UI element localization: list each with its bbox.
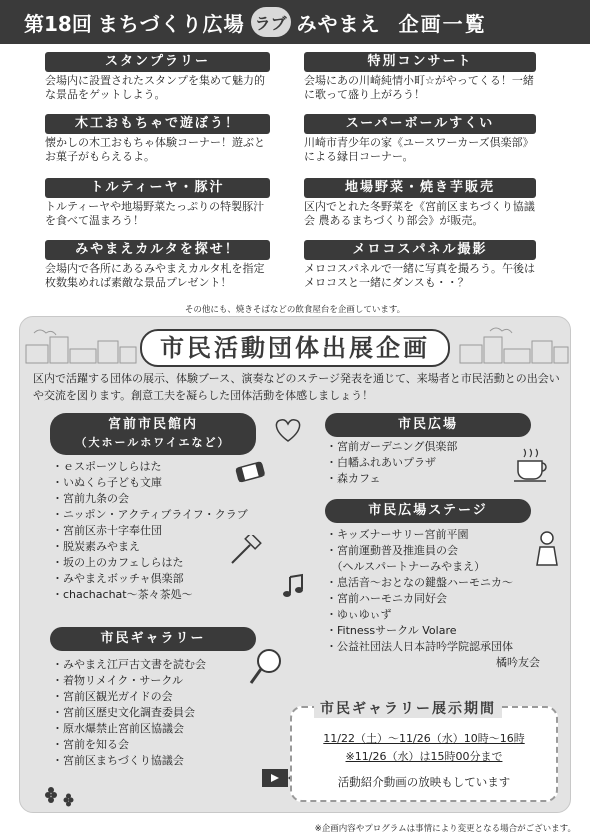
list-item: ・みやまえボッチャ倶楽部 — [52, 572, 184, 585]
gallery-section-label: 市民ギャラリー — [50, 627, 256, 651]
list-item: ・宮前区歴史文化調査委員会 — [52, 706, 195, 719]
title-part2: みやまえ — [296, 11, 381, 36]
event-label: 木工おもちゃで遊ぼう！ — [45, 114, 270, 134]
list-item: 橘吟友会 — [496, 656, 540, 669]
panel-intro: 区内で活躍する団体の展示、体験ブース、演奏などのステージ発表を通じて、来場者と市民活動との出会いや交流を図ります。創意工夫を凝らした団体活動を体感しましょう！ — [33, 372, 560, 402]
list-item: ・公益社団法人日本詩吟学院認承団体 — [326, 640, 513, 653]
list-item: ・みやまえ江戸古文書を読む会 — [52, 658, 206, 671]
stage-section-label: 市民広場ステージ — [325, 499, 531, 523]
event-karuta — [45, 240, 270, 290]
list-item: ・宮前区観光ガイドの会 — [52, 690, 173, 703]
exhibit-period-box — [290, 701, 558, 802]
list-item: ・森カフェ — [326, 472, 381, 485]
list-item: ・白幡ふれあいプラザ — [326, 456, 436, 469]
list-item: ・宮前区赤十字奉仕団 — [52, 524, 162, 537]
gallery-list — [52, 657, 206, 769]
list-item: ・ゆぃゆぃず — [326, 608, 392, 621]
exhibit-note: ※11/26（水）は15時00分まで — [345, 750, 503, 763]
hall-list — [52, 459, 248, 603]
list-item: ・着物リメイク・サークル — [52, 674, 184, 687]
event-desc: 懐かしの木工おもちゃ体験コーナー！遊ぶとお菓子がもらえるよ。 — [45, 136, 265, 163]
hall-label: 宮前市民館内 — [107, 417, 198, 432]
event-desc: 会場にあの川崎純情小町☆がやってくる！一緒に歌って盛り上がろう！ — [304, 74, 534, 101]
list-item: ・息活音〜おとなの鍵盤ハーモニカ〜 — [326, 576, 513, 589]
event-label: スーパーボールすくい — [304, 114, 536, 134]
other-note: その他にも、焼きそばなどの飲食屋台を企画しています。 — [184, 305, 406, 315]
list-item: ・脱炭素みやまえ — [52, 540, 140, 553]
list-item: ・宮前を知る会 — [52, 738, 129, 751]
page-subtitle: 企画一覧 — [398, 11, 487, 36]
list-item: ・ニッポン・アクティブライフ・クラブ — [52, 508, 248, 521]
stage-list — [326, 527, 540, 671]
event-desc: 会場内で各所にあるみやまえカルタ札を指定枚数集めれば素敵な景品プレゼント！ — [45, 262, 265, 289]
panel-title: 市民活動団体出展企画 — [140, 329, 450, 367]
heart-icon — [272, 417, 304, 443]
event-wood-toys — [45, 114, 270, 164]
event-desc: 川崎市青少年の家《ユースワーカーズ倶楽部》による縁日コーナー。 — [304, 136, 534, 163]
title-part1: まちづくり広場 — [97, 11, 245, 36]
plaza-section-label: 市民広場 — [325, 413, 531, 437]
list-item: ・キッズナーサリー宮前平園 — [326, 528, 469, 541]
exhibit-title: 市民ギャラリー展示期間 — [314, 698, 502, 718]
hammer-icon — [226, 535, 262, 567]
event-superball — [304, 114, 536, 164]
edition-label: 第18回 — [24, 11, 92, 36]
list-item: （ヘルスパートナーみやまえ） — [326, 560, 486, 573]
citizen-activity-panel — [19, 316, 571, 813]
heart-badge: ラブ — [251, 7, 291, 37]
person-icon — [532, 529, 562, 569]
list-item: ・原水爆禁止宮前区協議会 — [52, 722, 184, 735]
list-item: ・宮前九条の会 — [52, 492, 129, 505]
plaza-list — [326, 439, 457, 487]
exhibit-video-note: 活動紹介動画の放映もしています — [337, 775, 511, 789]
event-label: トルティーヤ・豚汁 — [45, 178, 270, 198]
event-label: 地場野菜・焼き芋販売 — [304, 178, 536, 198]
list-item: ・坂の上のカフェしらはた — [52, 556, 184, 569]
game-console-icon — [233, 457, 267, 485]
magnifier-icon — [248, 647, 284, 687]
event-desc: 区内でとれた冬野菜を《宮前区まちづくり協議会 農あるまちづくり部会》が販売。 — [304, 200, 535, 227]
coffee-cup-icon — [510, 447, 550, 483]
event-vegetables — [304, 178, 536, 228]
hall-sublabel: （大ホールホワイエなど） — [75, 436, 231, 449]
event-tortilla — [45, 178, 270, 228]
list-item: ・宮前区まちづくり協議会 — [52, 754, 184, 767]
flower-icon — [40, 787, 80, 809]
event-stamp-rally — [45, 52, 270, 102]
header-bar — [0, 0, 590, 44]
list-item: ・宮前運動普及推進員の会 — [326, 544, 458, 557]
event-desc: 会場内に設置されたスタンプを集めて魅力的な景品をゲットしよう。 — [45, 74, 265, 101]
list-item: ・Fitnessサークル Volare — [326, 624, 457, 637]
list-item: ・ｅスポーツしらはた — [52, 460, 162, 473]
event-label: みやまえカルタを探せ！ — [45, 240, 270, 260]
list-item: ・宮前ガーデニング倶楽部 — [326, 440, 458, 453]
event-label: スタンプラリー — [45, 52, 270, 72]
event-label: メロコスパネル撮影 — [304, 240, 536, 260]
exhibit-period: 11/22（土）〜11/26（水）10時〜16時 — [323, 732, 525, 745]
page-title — [24, 7, 487, 37]
list-item: ・宮前ハーモニカ同好会 — [326, 592, 447, 605]
event-melocos — [304, 240, 536, 290]
event-concert — [304, 52, 536, 102]
event-desc: トルティーヤや地場野菜たっぷりの特製豚汁を食べて温まろう！ — [45, 200, 265, 227]
music-note-icon — [282, 573, 308, 599]
hall-section-label — [50, 413, 256, 455]
event-desc: メロコスパネルで一緒に写真を撮ろう。午後はメロコスと一緒にダンスも・・？ — [304, 262, 535, 289]
footer-note: ※企画内容やプログラムは事情により変更となる場合がございます。 — [314, 824, 576, 834]
list-item: ・chachachat〜茶々茶処〜 — [52, 588, 193, 601]
list-item: ・いぬくら子ども文庫 — [52, 476, 162, 489]
event-label: 特別コンサート — [304, 52, 536, 72]
